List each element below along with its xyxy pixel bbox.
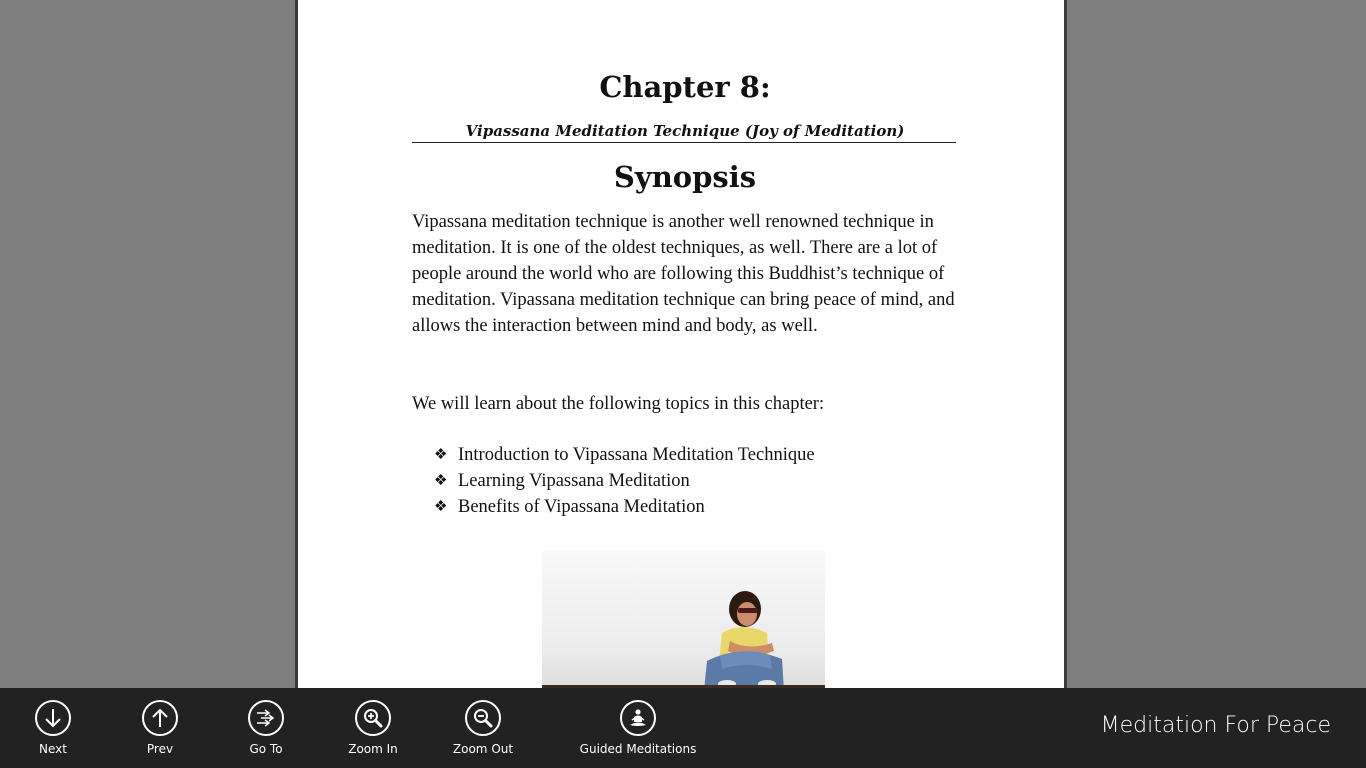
app-bar [0,688,1366,768]
topic-label: Introduction to Vipassana Meditation Technique [458,445,815,465]
go-to-button[interactable] [246,688,286,768]
zoom-in-icon [355,700,391,736]
meditation-icon [620,700,656,736]
document-page[interactable] [295,0,1067,688]
chapter-photo [542,551,825,688]
synopsis-paragraph: Vipassana meditation technique is another well renowned technique in meditation. It is one of the oldest techniques, as well. There are a lot of people around the world who are following this Buddhist’s technique of meditation. Vipassana meditation technique can bring peace of mind, and allows the interaction between mind and body, as well. [412,212,955,336]
next-button[interactable] [33,688,73,768]
app-title: Meditation For Peace [1100,713,1331,738]
zoom-in-label: Zoom In [348,742,398,756]
arrow-down-icon [35,700,71,736]
go-to-icon [248,700,284,736]
diamond-bullet-icon: ❖ [434,473,448,489]
go-to-label: Go To [249,742,283,756]
prev-label: Prev [146,742,174,756]
list-item [434,442,815,468]
next-label: Next [39,742,67,756]
chapter-title: Chapter 8: [599,70,771,104]
prev-button[interactable] [140,688,180,768]
guided-meditations-label: Guided Meditations [579,742,697,756]
topic-label: Benefits of Vipassana Meditation [458,497,705,517]
topics-list [434,442,815,520]
chapter-subtitle: Vipassana Meditation Technique (Joy of Meditation) [465,122,905,140]
topic-label: Learning Vipassana Meditation [458,471,690,491]
section-heading: Synopsis [613,160,757,194]
topics-intro: We will learn about the following topics in this chapter: [412,394,825,414]
list-item [434,468,815,494]
diamond-bullet-icon: ❖ [434,499,448,515]
zoom-out-button[interactable] [448,688,518,768]
guided-meditations-button[interactable] [578,688,698,768]
list-item [434,494,815,520]
seated-woman-image [542,551,825,688]
zoom-in-button[interactable] [343,688,403,768]
arrow-up-icon [142,700,178,736]
title-divider [412,142,956,143]
diamond-bullet-icon: ❖ [434,447,448,463]
zoom-out-icon [465,700,501,736]
zoom-out-label: Zoom Out [452,742,514,756]
